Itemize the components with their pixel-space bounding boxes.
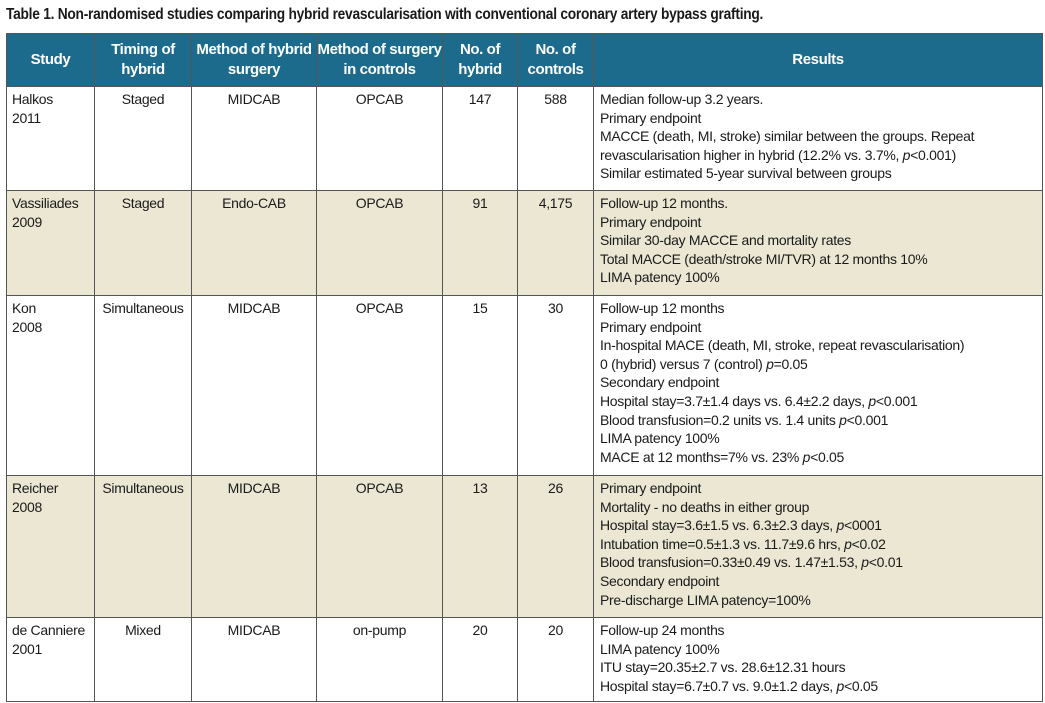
header-study: Study <box>7 34 95 87</box>
cell-results: Primary endpoint Mortality - no deaths in either group Hospital stay=3.6±1.5 vs. 6.3±2.3 days, p<0001 Intubation time=0.5±1.3 vs. 11.7±9.6 hrs, p<0.02 Blood transfusion=0.33±0.49 vs. 1.47±1.53, p<0.01 Secondary endpoint Pre-discharge LIMA patency=100% <box>594 476 1043 618</box>
cell-results: Follow-up 12 months. Primary endpoint Similar 30-day MACCE and mortality rates Total MACCE (death/stroke MI/TVR) at 12 months 10% LIMA patency 100% <box>594 191 1043 296</box>
cell-method-hybrid: MIDCAB <box>192 296 317 476</box>
cell-timing: Mixed <box>95 618 192 702</box>
header-n-hybrid: No. of hybrid <box>443 34 518 87</box>
cell-n-controls: 30 <box>518 296 594 476</box>
cell-method-hybrid: Endo-CAB <box>192 191 317 296</box>
cell-study: Reicher 2008 <box>7 476 95 618</box>
cell-n-hybrid: 20 <box>443 618 518 702</box>
cell-method-hybrid: MIDCAB <box>192 87 317 191</box>
cell-method-hybrid: MIDCAB <box>192 618 317 702</box>
cell-n-controls: 588 <box>518 87 594 191</box>
cell-timing: Staged <box>95 87 192 191</box>
header-timing: Timing of hybrid <box>95 34 192 87</box>
cell-results: Follow-up 12 months Primary endpoint In-hospital MACE (death, MI, stroke, repeat revascularisation) 0 (hybrid) versus 7 (control) p=0.05 Secondary endpoint Hospital stay=3.7±1.4 days vs. 6.4±2.2 days, p<0.001 Blood transfusion=0.2 units vs. 1.4 units p<0.001 LIMA patency 100% MACE at 12 months=7% vs. 23% p<0.05 <box>594 296 1043 476</box>
cell-method-controls: OPCAB <box>317 191 443 296</box>
cell-study: Halkos 2011 <box>7 87 95 191</box>
table-caption: Table 1. Non-randomised studies comparing hybrid revascularisation with conventional coronary artery bypass grafting. <box>6 6 764 23</box>
cell-results: Median follow-up 3.2 years. Primary endpoint MACCE (death, MI, stroke) similar between the groups. Repeat revascularisation higher in hybrid (12.2% vs. 3.7%, p<0.001) Similar estimated 5-year survival between groups <box>594 87 1043 191</box>
cell-n-controls: 4,175 <box>518 191 594 296</box>
table-row <box>7 476 1043 618</box>
cell-method-controls: OPCAB <box>317 87 443 191</box>
cell-n-controls: 26 <box>518 476 594 618</box>
cell-n-hybrid: 13 <box>443 476 518 618</box>
cell-timing: Staged <box>95 191 192 296</box>
header-n-controls: No. of controls <box>518 34 594 87</box>
cell-n-controls: 20 <box>518 618 594 702</box>
header-method-controls: Method of surgery in controls <box>317 34 443 87</box>
table-row <box>7 191 1043 296</box>
cell-study: de Canniere 2001 <box>7 618 95 702</box>
cell-study: Vassiliades 2009 <box>7 191 95 296</box>
cell-n-hybrid: 15 <box>443 296 518 476</box>
header-results: Results <box>594 34 1043 87</box>
cell-method-hybrid: MIDCAB <box>192 476 317 618</box>
table-row <box>7 618 1043 702</box>
cell-method-controls: OPCAB <box>317 476 443 618</box>
cell-n-hybrid: 147 <box>443 87 518 191</box>
header-row <box>7 34 1043 87</box>
table-row <box>7 296 1043 476</box>
cell-method-controls: OPCAB <box>317 296 443 476</box>
cell-study: Kon 2008 <box>7 296 95 476</box>
cell-n-hybrid: 91 <box>443 191 518 296</box>
header-method-hybrid: Method of hybrid surgery <box>192 34 317 87</box>
results-table <box>6 33 1043 702</box>
table-row <box>7 87 1043 191</box>
cell-results: Follow-up 24 months LIMA patency 100% ITU stay=20.35±2.7 vs. 28.6±12.31 hours Hospital stay=6.7±0.7 vs. 9.0±1.2 days, p<0.05 <box>594 618 1043 702</box>
cell-method-controls: on-pump <box>317 618 443 702</box>
cell-timing: Simultaneous <box>95 476 192 618</box>
cell-timing: Simultaneous <box>95 296 192 476</box>
